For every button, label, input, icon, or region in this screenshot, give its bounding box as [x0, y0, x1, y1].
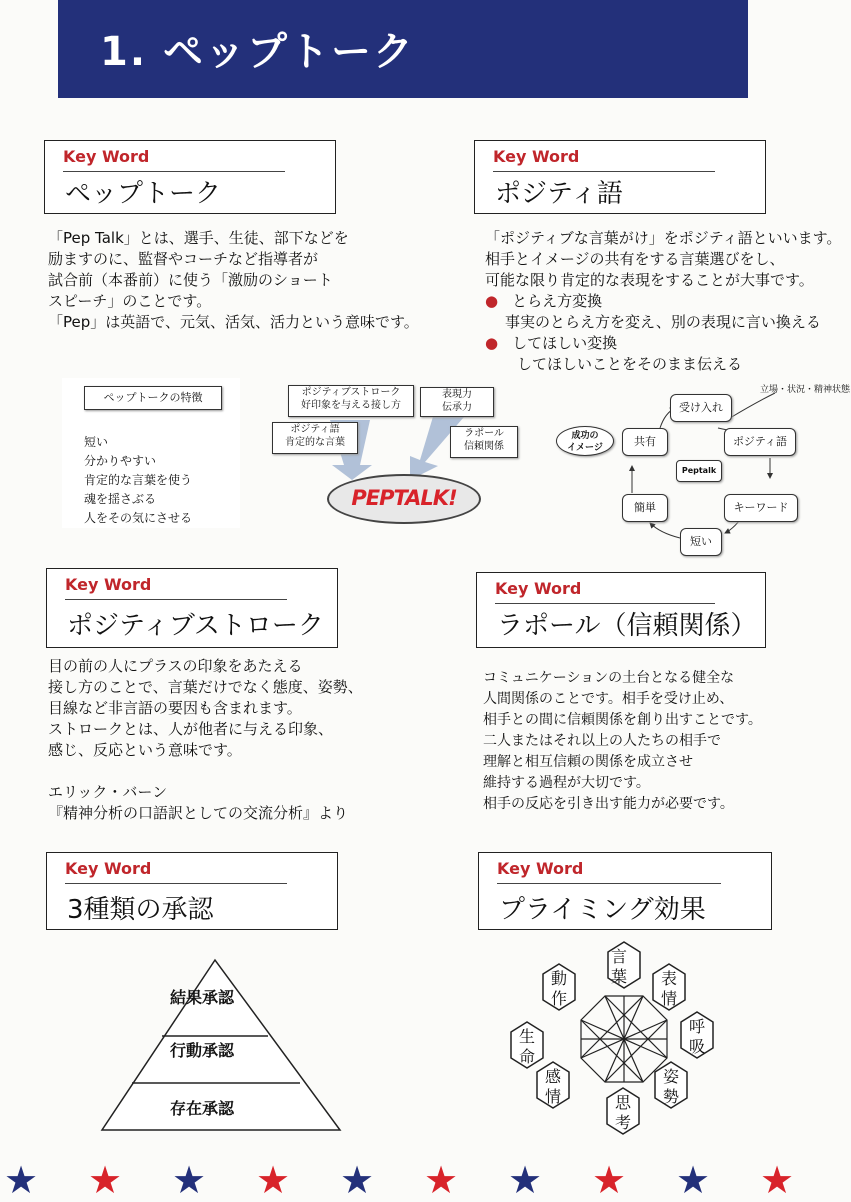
text-line: 接し方のことで、言葉だけでなく態度、姿勢、 — [48, 678, 363, 696]
hexagon-label-life: 生 命 — [518, 1027, 535, 1066]
text-line: コミュニケーションの土台となる健全な — [483, 670, 735, 686]
pyramid-level-existence: 存在承認 — [169, 1099, 234, 1118]
text-line: 二人またはそれ以上の人たちの相手で — [483, 733, 721, 749]
text-line: 「Pep Talk」とは、選手、生徒、部下などを — [48, 229, 349, 247]
text-line: 理解と相互信頼の関係を成立させ — [483, 754, 693, 770]
bullet-dot-icon: ● — [485, 334, 499, 352]
keyword-title: プライミング効果 — [499, 895, 706, 925]
keyword-box-rapport — [476, 572, 766, 648]
bullet-head: してほしい変換 — [512, 334, 618, 352]
hexagon-label-expression: 表 情 — [660, 969, 677, 1008]
diagram-box-positive-stroke — [288, 385, 414, 417]
text-line: 目の前の人にプラスの印象をあたえる — [48, 657, 303, 675]
hexagon-label-emotion: 感 情 — [544, 1067, 561, 1106]
features-heading: ペップトークの特徴 — [84, 386, 222, 410]
list-item: 人をその気にさせる — [84, 511, 193, 525]
diagram-box-rapport — [450, 426, 518, 458]
hexagon-label-words: 言 葉 — [610, 947, 627, 986]
keyword-box-positive-words — [474, 140, 766, 214]
text-line: 「ポジティブな言葉がけ」をポジティ語といいます。 — [485, 229, 842, 247]
note-connector — [730, 393, 775, 418]
cycle-node: 短い — [680, 528, 722, 556]
keyword-divider — [65, 599, 287, 600]
text-line: 感じ、反応という意味です。 — [48, 741, 242, 759]
box-line: 信頼関係 — [464, 441, 504, 452]
pyramid-level-action: 行動承認 — [169, 1041, 234, 1060]
list-item: 魂を揺さぶる — [84, 492, 157, 506]
text-line: 相手との間に信頼関係を創り出すことです。 — [483, 712, 762, 728]
star-icon: ★ — [172, 1158, 207, 1202]
peptalk-description — [48, 228, 419, 333]
hexagon-label-breathing: 呼 吸 — [688, 1017, 705, 1056]
keyword-divider — [497, 883, 721, 884]
bullet-head: とらえ方変換 — [512, 292, 603, 310]
cycle-node: 簡単 — [622, 494, 668, 522]
box-line: 表現力 — [442, 389, 472, 400]
list-item: 分かりやすい — [84, 454, 157, 468]
star-icon: ★ — [424, 1158, 459, 1202]
cycle-node: 受け入れ — [670, 394, 732, 422]
cycle-node: 共有 — [622, 428, 668, 456]
keyword-divider — [63, 171, 285, 172]
text-line: 相手の反応を引き出す能力が必要です。 — [483, 796, 734, 812]
diagram-box-positive-words — [272, 422, 358, 454]
keyword-box-three-approvals — [46, 852, 338, 930]
positive-stroke-description — [48, 656, 363, 824]
bullet-item — [485, 333, 845, 354]
text-line: 「Pep」は英語で、元気、活気、活力という意味です。 — [48, 313, 419, 331]
star-icon: ★ — [676, 1158, 711, 1202]
box-line: 好印象を与える接し方 — [301, 400, 401, 411]
credit-line: 『精神分析の口語訳としての交流分析』より — [48, 804, 349, 822]
page-title: 1. ペップトーク — [100, 29, 415, 75]
cycle-center: Peptalk — [676, 460, 722, 482]
cycle-node: キーワード — [724, 494, 798, 522]
star-icon: ★ — [256, 1158, 291, 1202]
features-panel — [62, 378, 240, 528]
keyword-divider — [493, 171, 715, 172]
box-line: ラポール — [464, 428, 504, 439]
text-line: 人間関係のことです。相手を受け止め、 — [483, 691, 734, 707]
features-list — [84, 433, 192, 528]
keyword-divider — [65, 883, 287, 884]
keyword-divider — [495, 603, 715, 604]
bullet-body: 事実のとらえ方を変え、別の表現に言い換える — [505, 313, 821, 331]
text-line: 試合前（本番前）に使う「激励のショート — [48, 271, 333, 289]
keyword-box-peptalk — [44, 140, 336, 214]
keyword-box-priming — [478, 852, 772, 930]
text-line: 維持する過程が大切です。 — [483, 775, 650, 791]
star-icon: ★ — [4, 1158, 39, 1202]
keyword-title: ポジティブストローク — [67, 611, 324, 641]
list-item: 短い — [84, 435, 109, 449]
list-item: 肯定的な言葉を使う — [84, 473, 193, 487]
box-line: ポジティブストローク — [301, 387, 401, 398]
cycle-node: ポジティ語 — [724, 428, 796, 456]
diagram-box-expression — [420, 387, 494, 417]
keyword-title: 3種類の承認 — [67, 895, 214, 925]
box-line: ポジティ語 — [290, 424, 340, 435]
hexagon-label-posture: 姿 勢 — [662, 1067, 679, 1106]
text-line: スピーチ」のことです。 — [48, 292, 212, 310]
text-line: ストロークとは、人が他者に与える印象、 — [48, 720, 334, 738]
star-icon: ★ — [760, 1158, 795, 1202]
success-image-node: 成功の イメージ — [556, 426, 614, 456]
keyword-title: ポジティ語 — [495, 179, 623, 209]
positive-words-description — [485, 228, 845, 375]
bullet-item — [485, 291, 845, 312]
text-line: 可能な限り肯定的な表現をすることが大事です。 — [485, 271, 814, 289]
hexagon-label-action: 動 作 — [550, 969, 567, 1008]
keyword-title: ペップトーク — [65, 179, 222, 209]
keyword-label: Key Word — [65, 859, 152, 878]
hexagon-label-thought: 思 考 — [614, 1093, 631, 1132]
keyword-box-positive-stroke — [46, 568, 338, 648]
keyword-label: Key Word — [63, 147, 150, 166]
star-icon: ★ — [592, 1158, 627, 1202]
bullet-body: してほしいことをそのまま伝える — [517, 355, 743, 373]
keyword-label: Key Word — [495, 579, 582, 598]
star-icon: ★ — [88, 1158, 123, 1202]
keyword-title: ラポール（信頼関係） — [497, 611, 757, 641]
cycle-note: 立場・状況・精神状態 — [760, 385, 851, 395]
star-icon: ★ — [508, 1158, 543, 1202]
keyword-label: Key Word — [493, 147, 580, 166]
bullet-dot-icon: ● — [485, 292, 499, 310]
text-line: 励ますのに、監督やコーチなど指導者が — [48, 250, 319, 268]
box-line: 肯定的な言葉 — [285, 437, 345, 448]
box-line: 伝承力 — [442, 402, 472, 413]
text-line: 目線など非言語の要因も含まれます。 — [48, 699, 302, 717]
star-icon: ★ — [340, 1158, 375, 1202]
rapport-description — [483, 668, 762, 815]
keyword-label: Key Word — [65, 575, 152, 594]
pyramid-level-result: 結果承認 — [169, 988, 234, 1007]
text-line: 相手とイメージの共有をする言葉選びをし、 — [485, 250, 785, 268]
keyword-label: Key Word — [497, 859, 584, 878]
credit-line: エリック・バーン — [48, 783, 168, 801]
peptalk-logo: PEPTALK! — [327, 474, 481, 524]
